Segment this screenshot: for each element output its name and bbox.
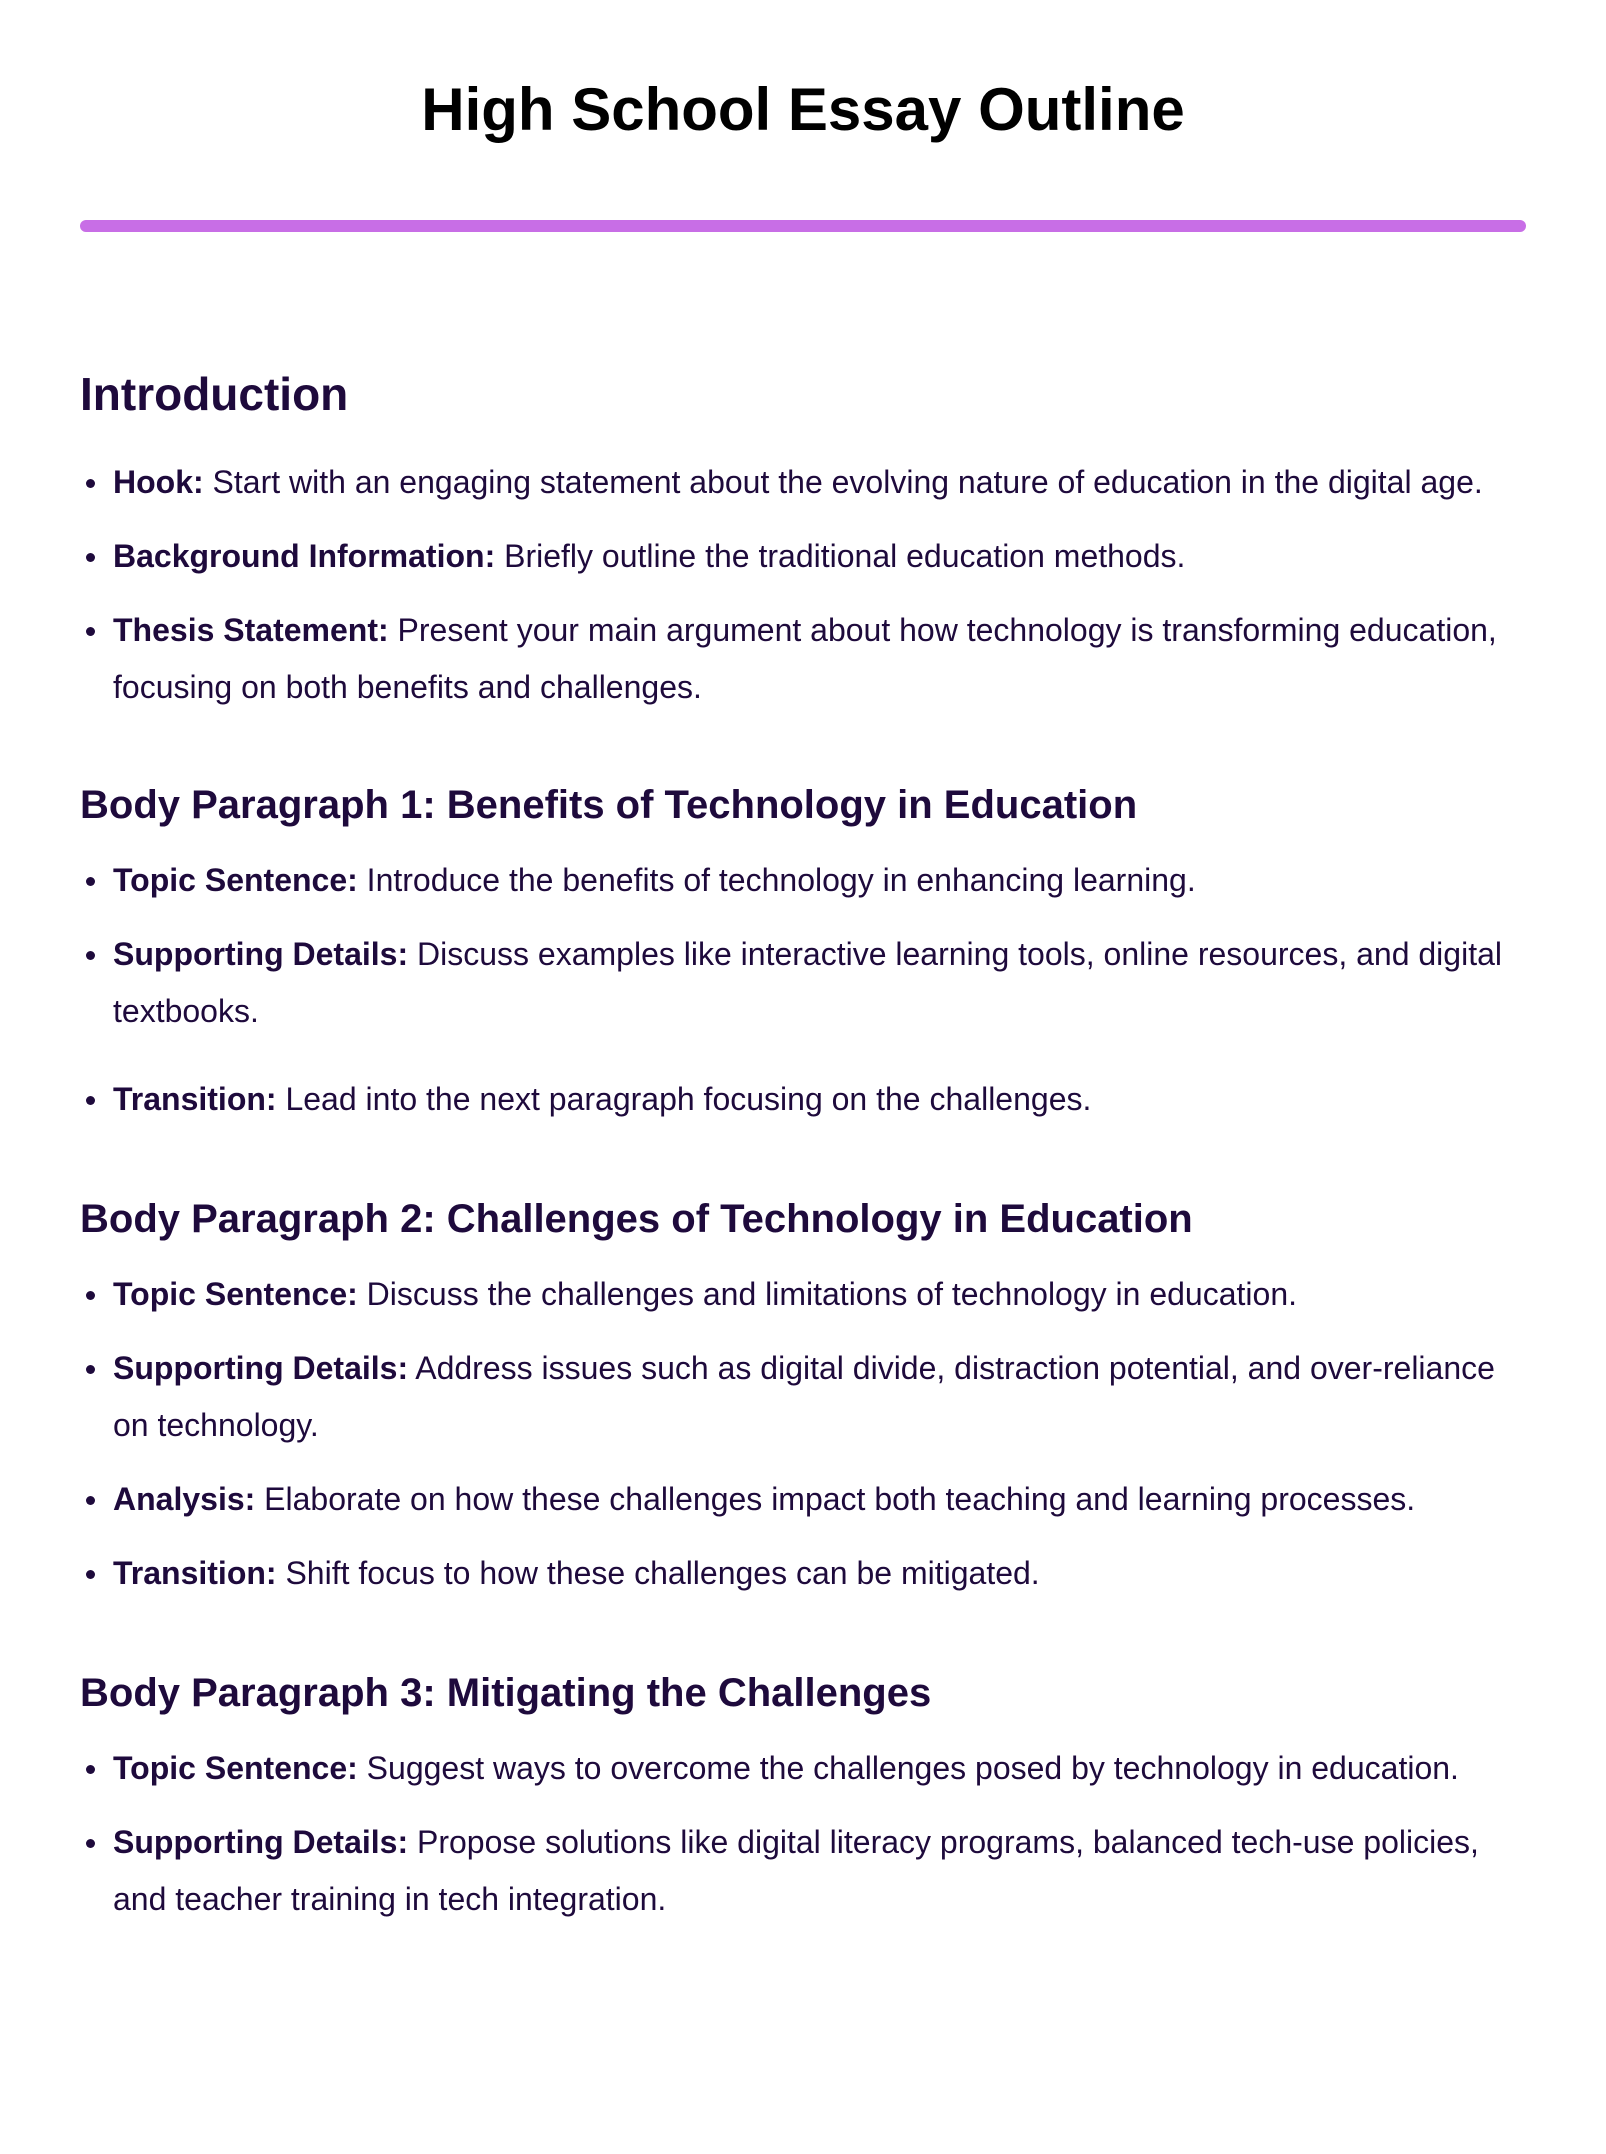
point-label: Supporting Details: bbox=[113, 1824, 409, 1860]
bullet-list bbox=[80, 454, 1526, 716]
point-label: Supporting Details: bbox=[113, 1350, 409, 1386]
point-label: Supporting Details: bbox=[113, 936, 409, 972]
point-label: Hook: bbox=[113, 464, 204, 500]
point-label: Topic Sentence: bbox=[113, 862, 358, 898]
section-heading: Body Paragraph 2: Challenges of Technology in Education bbox=[80, 1197, 1193, 1241]
point-label: Analysis: bbox=[113, 1481, 256, 1517]
point-label: Transition: bbox=[113, 1081, 277, 1117]
section-body-paragraph-2 bbox=[80, 1192, 1526, 1602]
point-label: Topic Sentence: bbox=[113, 1750, 358, 1786]
list-item bbox=[80, 1340, 1526, 1454]
list-item bbox=[80, 1471, 1526, 1528]
point-text: Shift focus to how these challenges can be mitigated. bbox=[276, 1555, 1040, 1591]
list-item bbox=[80, 926, 1526, 1031]
point-label: Transition: bbox=[113, 1555, 277, 1591]
list-item bbox=[80, 1814, 1526, 1928]
bullet-list bbox=[80, 852, 1526, 1128]
point-text: Start with an engaging statement about the evolving nature of education in the digital age. bbox=[203, 464, 1483, 500]
list-item bbox=[80, 852, 1526, 909]
point-text: Discuss examples like interactive learning tools, online resources, and digital textbooks. bbox=[113, 936, 1502, 1029]
point-text: Suggest ways to overcome the challenges posed by technology in education. bbox=[357, 1750, 1459, 1786]
list-item bbox=[80, 1545, 1526, 1602]
point-text: Propose solutions like digital literacy programs, balanced tech-use policies, and teacher training in tech integration. bbox=[113, 1824, 1479, 1917]
list-item bbox=[80, 602, 1526, 716]
list-item bbox=[80, 528, 1526, 585]
point-text: Elaborate on how these challenges impact both teaching and learning processes. bbox=[255, 1481, 1416, 1517]
list-item bbox=[80, 1266, 1526, 1323]
section-heading: Body Paragraph 3: Mitigating the Challenges bbox=[80, 1671, 932, 1715]
point-label: Topic Sentence: bbox=[113, 1276, 358, 1312]
point-label: Background Information: bbox=[113, 538, 496, 574]
list-item bbox=[80, 1740, 1526, 1797]
document-title: High School Essay Outline bbox=[421, 76, 1185, 143]
list-item bbox=[80, 1071, 1526, 1128]
section-heading: Body Paragraph 1: Benefits of Technology in Education bbox=[80, 783, 1138, 827]
section-heading: Introduction bbox=[80, 368, 349, 420]
point-text: Discuss the challenges and limitations of technology in education. bbox=[357, 1276, 1297, 1312]
section-body-paragraph-3 bbox=[80, 1666, 1526, 1928]
point-text: Address issues such as digital divide, distraction potential, and over-reliance on technology. bbox=[113, 1350, 1495, 1443]
bullet-list bbox=[80, 1740, 1526, 1928]
section-body-paragraph-1 bbox=[80, 778, 1526, 1128]
point-text: Lead into the next paragraph focusing on the challenges. bbox=[276, 1081, 1092, 1117]
section-introduction bbox=[80, 364, 1526, 716]
title-divider bbox=[80, 220, 1526, 232]
point-label: Thesis Statement: bbox=[113, 612, 389, 648]
point-text: Introduce the benefits of technology in enhancing learning. bbox=[357, 862, 1196, 898]
point-text: Briefly outline the traditional education methods. bbox=[495, 538, 1186, 574]
list-item bbox=[80, 454, 1526, 511]
bullet-list bbox=[80, 1266, 1526, 1602]
point-text: Present your main argument about how technology is transforming education, focusing on both benefits and challenges. bbox=[113, 612, 1497, 705]
